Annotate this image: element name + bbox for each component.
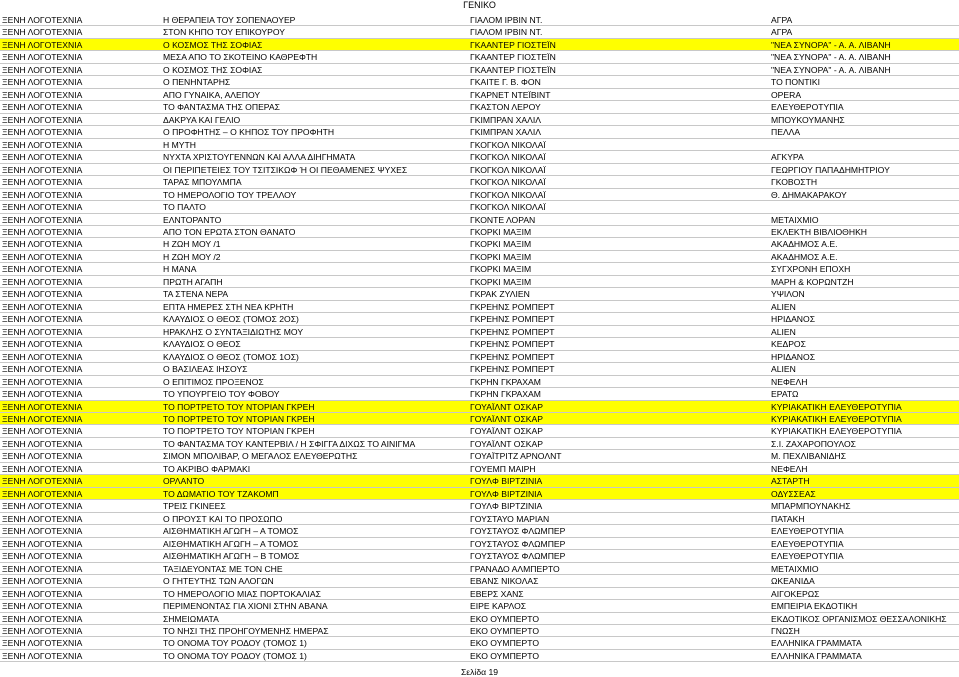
publisher-cell: ΜΑΡΗ & ΚΟΡΩΝΤΖΗ <box>771 276 854 287</box>
table-row <box>0 575 959 587</box>
publisher-cell: ΚΥΡΙΑΚΑΤΙΚΗ ΕΛΕΥΘΕΡΟΤΥΠΙΑ <box>771 414 902 424</box>
publisher-cell: ΩΚΕΑΝΙΔΑ <box>771 576 815 587</box>
title-cell: ΤΟ ΠΑΛΤΟ <box>163 202 206 213</box>
author-cell: ΓΚΡΕΗΝΣ ΡΟΜΠΕΡΤ <box>470 364 555 375</box>
category-cell: ΞΕΝΗ ΛΟΓΟΤΕΧΝΙΑ <box>2 376 83 387</box>
title-cell: ΑΙΣΘΗΜΑΤΙΚΗ ΑΓΩΓΗ – Β ΤΟΜΟΣ <box>163 551 300 562</box>
category-cell: ΞΕΝΗ ΛΟΓΟΤΕΧΝΙΑ <box>2 551 83 562</box>
publisher-cell: ΑΓΚΥΡΑ <box>771 152 804 163</box>
table-row <box>0 363 959 375</box>
author-cell: ΓΟΥΣΤΑΥΟ ΜΑΡΙΑΝ <box>470 513 550 524</box>
author-cell: ΓΟΥΑΪΛΝΤ ΟΣΚΑΡ <box>470 401 543 412</box>
author-cell: ΓΚΡΕΗΝΣ ΡΟΜΠΕΡΤ <box>470 351 555 362</box>
author-cell: ΓΟΥΛΦ ΒΙΡΤΖΙΝΙΑ <box>470 476 543 487</box>
author-cell: ΓΚΑΑΝΤΕΡ ΓΙΟΣΤΕΪΝ <box>470 52 556 63</box>
category-cell: ΞΕΝΗ ΛΟΓΟΤΕΧΝΙΑ <box>2 202 83 213</box>
title-cell: ΤΟ ΗΜΕΡΟΛΟΓΙΟ ΜΙΑΣ ΠΟΡΤΟΚΑΛΙΑΣ <box>163 588 321 599</box>
table-row <box>0 637 959 649</box>
title-cell: Η ΜΑΝΑ <box>163 264 197 275</box>
category-cell: ΞΕΝΗ ΛΟΓΟΤΕΧΝΙΑ <box>2 601 83 612</box>
table-row <box>0 89 959 101</box>
publisher-cell: "ΝΕΑ ΣΥΝΟΡΑ" - Α. Α. ΛΙΒΑΝΗ <box>771 39 891 50</box>
author-cell: ΕΚΟ ΟΥΜΠΕΡΤΟ <box>470 638 540 649</box>
title-cell: ΑΠΟ ΤΟΝ ΕΡΩΤΑ ΣΤΟΝ ΘΑΝΑΤΟ <box>163 226 296 237</box>
publisher-cell: Μ. ΠΕΧΛΙΒΑΝΙΔΗΣ <box>771 451 847 462</box>
category-cell: ΞΕΝΗ ΛΟΓΟΤΕΧΝΙΑ <box>2 438 83 449</box>
title-cell: ΜΕΣΑ ΑΠΟ ΤΟ ΣΚΟΤΕΙΝΟ ΚΑΘΡΕΦΤΗ <box>163 52 318 63</box>
category-cell: ΞΕΝΗ ΛΟΓΟΤΕΧΝΙΑ <box>2 476 83 487</box>
table-row <box>0 189 959 201</box>
table-row <box>0 326 959 338</box>
publisher-cell: Σ.Ι. ΖΑΧΑΡΟΠΟΥΛΟΣ <box>771 438 856 449</box>
category-cell: ΞΕΝΗ ΛΟΓΟΤΕΧΝΙΑ <box>2 251 83 262</box>
title-cell: Η ΜΥΤΗ <box>163 139 196 150</box>
publisher-cell: ΑΙΓΟΚΕΡΩΣ <box>771 588 820 599</box>
table-row <box>0 401 959 413</box>
publisher-cell: ΟΔΥΣΣΕΑΣ <box>771 488 816 499</box>
author-cell: ΕΚΟ ΟΥΜΠΕΡΤΟ <box>470 625 540 636</box>
category-cell: ΞΕΝΗ ΛΟΓΟΤΕΧΝΙΑ <box>2 214 83 225</box>
publisher-cell: ΓΕΩΡΓΙΟΥ ΠΑΠΑΔΗΜΗΤΡΙΟΥ <box>771 164 890 175</box>
category-cell: ΞΕΝΗ ΛΟΓΟΤΕΧΝΙΑ <box>2 339 83 350</box>
table-row <box>0 563 959 575</box>
publisher-cell: ΕΡΑΤΩ <box>771 389 799 400</box>
table-row <box>0 450 959 462</box>
author-cell: ΓΚΟΓΚΟΛ ΝΙΚΟΛΑΪ <box>470 164 546 175</box>
category-cell: ΞΕΝΗ ΛΟΓΟΤΕΧΝΙΑ <box>2 239 83 250</box>
category-cell: ΞΕΝΗ ΛΟΓΟΤΕΧΝΙΑ <box>2 463 83 474</box>
table-row <box>0 525 959 537</box>
title-cell: ΤΑ ΣΤΕΝΑ ΝΕΡΑ <box>163 289 229 300</box>
table-row <box>0 513 959 525</box>
title-cell: ΤΟ ΑΚΡΙΒΟ ΦΑΡΜΑΚΙ <box>163 463 251 474</box>
title-cell: ΣΙΜΟΝ ΜΠΟΛΙΒΑΡ, Ο ΜΕΓΑΛΟΣ ΕΛΕΥΘΕΡΩΤΗΣ <box>163 451 358 462</box>
publisher-cell: ALIEN <box>771 364 796 375</box>
author-cell: ΓΡΑΝΑΔΟ ΑΛΜΠΕΡΤΟ <box>470 563 560 574</box>
author-cell: ΓΚΑΣΤΟΝ ΛΕΡΟΥ <box>470 102 541 113</box>
publisher-cell: "ΝΕΑ ΣΥΝΟΡΑ" - Α. Α. ΛΙΒΑΝΗ <box>771 52 891 63</box>
author-cell: ΓΟΥΑΪΛΝΤ ΟΣΚΑΡ <box>470 426 543 437</box>
title-cell: ΚΛΑΥΔΙΟΣ Ο ΘΕΟΣ (ΤΟΜΟΣ 2ΟΣ) <box>163 314 299 325</box>
table-row <box>0 650 959 662</box>
author-cell: ΓΙΑΛΟΜ ΙΡΒΙΝ ΝΤ. <box>470 27 543 38</box>
title-cell: Ο ΓΗΤΕΥΤΗΣ ΤΩΝ ΑΛΟΓΩΝ <box>163 576 274 587</box>
table-row <box>0 425 959 437</box>
table-row <box>0 151 959 163</box>
author-cell: ΓΚΟΓΚΟΛ ΝΙΚΟΛΑΪ <box>470 139 546 150</box>
author-cell: ΓΟΥΣΤΑΥΟΣ ΦΛΩΜΠΕΡ <box>470 526 566 537</box>
author-cell: ΓΟΥΕΜΠ ΜΑΙΡΗ <box>470 463 536 474</box>
category-cell: ΞΕΝΗ ΛΟΓΟΤΕΧΝΙΑ <box>2 164 83 175</box>
publisher-cell: ΑΓΡΑ <box>771 15 793 25</box>
category-cell: ΞΕΝΗ ΛΟΓΟΤΕΧΝΙΑ <box>2 389 83 400</box>
title-cell: ΟΡΛΑΝΤΟ <box>163 476 205 487</box>
author-cell: ΕΚΟ ΟΥΜΠΕΡΤΟ <box>470 650 540 661</box>
author-cell: ΓΚΙΜΠΡΑΝ ΧΑΛΙΛ <box>470 127 541 138</box>
table-row <box>0 438 959 450</box>
table-row <box>0 613 959 625</box>
table-row <box>0 376 959 388</box>
title-cell: ΤΟ ΠΟΡΤΡΕΤΟ ΤΟΥ ΝΤΟΡΙΑΝ ΓΚΡΕΗ <box>163 426 315 437</box>
category-cell: ΞΕΝΗ ΛΟΓΟΤΕΧΝΙΑ <box>2 226 83 237</box>
title-cell: ΚΛΑΥΔΙΟΣ Ο ΘΕΟΣ (ΤΟΜΟΣ 1ΟΣ) <box>163 351 299 362</box>
table-row <box>0 64 959 76</box>
category-cell: ΞΕΝΗ ΛΟΓΟΤΕΧΝΙΑ <box>2 538 83 549</box>
publisher-cell: ΕΛΕΥΘΕΡΟΤΥΠΙΑ <box>771 538 844 549</box>
table-row <box>0 538 959 550</box>
publisher-cell: ΑΚΑΔΗΜΟΣ Α.Ε. <box>771 251 838 262</box>
author-cell: ΕΒΑΝΣ ΝΙΚΟΛΑΣ <box>470 576 539 587</box>
category-cell: ΞΕΝΗ ΛΟΓΟΤΕΧΝΙΑ <box>2 301 83 312</box>
author-cell: ΓΚΡΗΝ ΓΚΡΑΧΑΜ <box>470 376 541 387</box>
title-cell: ΕΛΝΤΟΡΑΝΤΟ <box>163 214 222 225</box>
category-cell: ΞΕΝΗ ΛΟΓΟΤΕΧΝΙΑ <box>2 526 83 537</box>
title-cell: ΤΟ ΔΩΜΑΤΙΟ ΤΟΥ ΤΖΑΚΟΜΠ <box>163 488 279 499</box>
category-cell: ΞΕΝΗ ΛΟΓΟΤΕΧΝΙΑ <box>2 426 83 437</box>
title-cell: ΠΡΩΤΗ ΑΓΑΠΗ <box>163 276 223 287</box>
category-cell: ΞΕΝΗ ΛΟΓΟΤΕΧΝΙΑ <box>2 15 83 25</box>
publisher-cell: ΗΡΙΔΑΝΟΣ <box>771 314 816 325</box>
category-cell: ΞΕΝΗ ΛΟΓΟΤΕΧΝΙΑ <box>2 501 83 512</box>
author-cell: ΕΒΕΡΣ ΧΑΝΣ <box>470 588 524 599</box>
author-cell: ΓΟΥΑΪΤΡΙΤΖ ΑΡΝΟΛΝΤ <box>470 451 562 462</box>
table-row <box>0 313 959 325</box>
author-cell: ΓΚΡΕΗΝΣ ΡΟΜΠΕΡΤ <box>470 314 555 325</box>
author-cell: ΓΚΡΑΚ ΖΥΛΙΕΝ <box>470 289 530 300</box>
author-cell: ΓΚΑΙΤΕ Γ. Β. ΦΟΝ <box>470 77 541 88</box>
title-cell: ΤΟ ΟΝΟΜΑ ΤΟΥ ΡΟΔΟΥ (ΤΟΜΟΣ 1) <box>163 638 307 649</box>
title-cell: ΑΙΣΘΗΜΑΤΙΚΗ ΑΓΩΓΗ – Α ΤΟΜΟΣ <box>163 526 299 537</box>
category-cell: ΞΕΝΗ ΛΟΓΟΤΕΧΝΙΑ <box>2 139 83 150</box>
category-cell: ΞΕΝΗ ΛΟΓΟΤΕΧΝΙΑ <box>2 89 83 100</box>
publisher-cell: ΑΚΑΔΗΜΟΣ Α.Ε. <box>771 239 838 250</box>
publisher-cell: ΜΕΤΑΙΧΜΙΟ <box>771 563 819 574</box>
publisher-cell: ΣΥΓΧΡΟΝΗ ΕΠΟΧΗ <box>771 264 851 275</box>
author-cell: ΓΚΡΕΗΝΣ ΡΟΜΠΕΡΤ <box>470 326 555 337</box>
category-cell: ΞΕΝΗ ΛΟΓΟΤΕΧΝΙΑ <box>2 64 83 75</box>
table-row <box>0 114 959 126</box>
category-cell: ΞΕΝΗ ΛΟΓΟΤΕΧΝΙΑ <box>2 264 83 275</box>
publisher-cell: ΑΣΤΑΡΤΗ <box>771 476 810 487</box>
table-row <box>0 463 959 475</box>
table-row <box>0 301 959 313</box>
title-cell: Ο ΚΟΣΜΟΣ ΤΗΣ ΣΟΦΙΑΣ <box>163 39 263 50</box>
publisher-cell: ΓΚΟΒΟΣΤΗ <box>771 177 818 188</box>
publisher-cell: ALIEN <box>771 326 796 337</box>
title-cell: Ο ΠΡΟΥΣΤ ΚΑΙ ΤΟ ΠΡΟΣΩΠΟ <box>163 513 283 524</box>
title-cell: ΤΟ ΟΝΟΜΑ ΤΟΥ ΡΟΔΟΥ (ΤΟΜΟΣ 1) <box>163 650 307 661</box>
table-row <box>0 288 959 300</box>
author-cell: ΓΚΟΝΤΕ ΛΟΡΑΝ <box>470 214 536 225</box>
table-row <box>0 600 959 612</box>
title-cell: ΑΠΟ ΓΥΝΑΙΚΑ, ΑΛΕΠΟΥ <box>163 89 261 100</box>
title-cell: Η ΖΩΗ ΜΟΥ /2 <box>163 251 221 262</box>
title-cell: ΤΟ ΠΟΡΤΡΕΤΟ ΤΟΥ ΝΤΟΡΙΑΝ ΓΚΡΕΗ <box>163 401 315 412</box>
publisher-cell: ΝΕΦΕΛΗ <box>771 376 808 387</box>
publisher-cell: OPERA <box>771 89 802 100</box>
title-cell: ΚΛΑΥΔΙΟΣ Ο ΘΕΟΣ <box>163 339 241 350</box>
publisher-cell: ΓΝΩΣΗ <box>771 625 800 636</box>
table-row <box>0 351 959 363</box>
publisher-cell: Θ. ΔΗΜΑΚΑΡΑΚΟΥ <box>771 189 847 200</box>
publisher-cell: ΠΑΤΑΚΗ <box>771 513 805 524</box>
publisher-cell: ΕΛΛΗΝΙΚΑ ΓΡΑΜΜΑΤΑ <box>771 650 862 661</box>
table-row <box>0 625 959 637</box>
author-cell: ΓΟΥΣΤΑΥΟΣ ΦΛΩΜΠΕΡ <box>470 538 566 549</box>
title-cell: Ο ΠΕΝΗΝΤΑΡΗΣ <box>163 77 231 88</box>
title-cell: ΠΕΡΙΜΕΝΟΝΤΑΣ ΓΙΑ ΧΙΟΝΙ ΣΤΗΝ ΑΒΑΝΑ <box>163 601 328 612</box>
publisher-cell: ΚΕΔΡΟΣ <box>771 339 806 350</box>
category-cell: ΞΕΝΗ ΛΟΓΟΤΕΧΝΙΑ <box>2 401 83 412</box>
category-cell: ΞΕΝΗ ΛΟΓΟΤΕΧΝΙΑ <box>2 177 83 188</box>
table-row <box>0 251 959 263</box>
category-cell: ΞΕΝΗ ΛΟΓΟΤΕΧΝΙΑ <box>2 513 83 524</box>
table-row <box>0 226 959 238</box>
author-cell: ΓΙΑΛΟΜ ΙΡΒΙΝ ΝΤ. <box>470 15 543 25</box>
category-cell: ΞΕΝΗ ΛΟΓΟΤΕΧΝΙΑ <box>2 77 83 88</box>
title-cell: ΝΥΧΤΑ ΧΡΙΣΤΟΥΓΕΝΝΩΝ ΚΑΙ ΑΛΛΑ ΔΙΗΓΗΜΑΤΑ <box>163 152 356 163</box>
table-row <box>0 388 959 400</box>
category-cell: ΞΕΝΗ ΛΟΓΟΤΕΧΝΙΑ <box>2 289 83 300</box>
table-row <box>0 126 959 138</box>
author-cell: ΓΟΥΑΪΛΝΤ ΟΣΚΑΡ <box>470 414 543 424</box>
publisher-cell: ΕΛΕΥΘΕΡΟΤΥΠΙΑ <box>771 526 844 537</box>
publisher-cell: ΗΡΙΔΑΝΟΣ <box>771 351 816 362</box>
publisher-cell: ΚΥΡΙΑΚΑΤΙΚΗ ΕΛΕΥΘΕΡΟΤΥΠΙΑ <box>771 401 902 412</box>
author-cell: ΓΚΟΓΚΟΛ ΝΙΚΟΛΑΪ <box>470 189 546 200</box>
category-cell: ΞΕΝΗ ΛΟΓΟΤΕΧΝΙΑ <box>2 613 83 624</box>
title-cell: ΤΟ ΗΜΕΡΟΛΟΓΙΟ ΤΟΥ ΤΡΕΛΛΟΥ <box>163 189 297 200</box>
author-cell: ΕΚΟ ΟΥΜΠΕΡΤΟ <box>470 613 540 624</box>
author-cell: ΓΚΟΡΚΙ ΜΑΞΙΜ <box>470 226 532 237</box>
page-header: ΓΕΝΙΚΟ <box>463 0 496 10</box>
title-cell: ΤΑΡΑΣ ΜΠΟΥΛΜΠΑ <box>163 177 242 188</box>
table-row <box>0 39 959 51</box>
author-cell: ΓΚΟΡΚΙ ΜΑΞΙΜ <box>470 239 532 250</box>
publisher-cell: ΕΚΔΟΤΙΚΟΣ ΟΡΓΑΝΙΣΜΟΣ ΘΕΣΣΑΛΟΝΙΚΗΣ <box>771 613 947 624</box>
author-cell: ΓΚΑΑΝΤΕΡ ΓΙΟΣΤΕΪΝ <box>470 64 556 75</box>
publisher-cell: ΑΓΡΑ <box>771 27 793 38</box>
title-cell: ΤΡΕΙΣ ΓΚΙΝΕΕΣ <box>163 501 226 512</box>
table-row <box>0 76 959 88</box>
title-cell: ΣΤΟΝ ΚΗΠΟ ΤΟΥ ΕΠΙΚΟΥΡΟΥ <box>163 27 286 38</box>
category-cell: ΞΕΝΗ ΛΟΓΟΤΕΧΝΙΑ <box>2 563 83 574</box>
publisher-cell: ΕΛΕΥΘΕΡΟΤΥΠΙΑ <box>771 551 844 562</box>
title-cell: ΤΟ ΦΑΝΤΑΣΜΑ ΤΟΥ ΚΑΝΤΕΡΒΙΛ / Η ΣΦΙΓΓΑ ΔΙΧΩΣ ΤΟ ΑΙΝΙΓΜΑ <box>163 438 416 449</box>
title-cell: Η ΘΕΡΑΠΕΙΑ ΤΟΥ ΣΟΠΕΝΑΟΥΕΡ <box>163 15 296 25</box>
table-row <box>0 14 959 26</box>
author-cell: ΓΚΟΓΚΟΛ ΝΙΚΟΛΑΪ <box>470 202 546 213</box>
publisher-cell: ΕΚΛΕΚΤΗ ΒΙΒΛΙΟΘΗΚΗ <box>771 226 868 237</box>
category-cell: ΞΕΝΗ ΛΟΓΟΤΕΧΝΙΑ <box>2 364 83 375</box>
category-cell: ΞΕΝΗ ΛΟΓΟΤΕΧΝΙΑ <box>2 314 83 325</box>
category-cell: ΞΕΝΗ ΛΟΓΟΤΕΧΝΙΑ <box>2 588 83 599</box>
table-row <box>0 276 959 288</box>
title-cell: Ο ΕΠΙΤΙΜΟΣ ΠΡΟΞΕΝΟΣ <box>163 376 264 387</box>
category-cell: ΞΕΝΗ ΛΟΓΟΤΕΧΝΙΑ <box>2 488 83 499</box>
publisher-cell: ΥΨΙΛΟΝ <box>771 289 805 300</box>
category-cell: ΞΕΝΗ ΛΟΓΟΤΕΧΝΙΑ <box>2 638 83 649</box>
title-cell: ΣΗΜΕΙΩΜΑΤΑ <box>163 613 219 624</box>
table-row <box>0 338 959 350</box>
author-cell: ΓΟΥΑΪΛΝΤ ΟΣΚΑΡ <box>470 438 543 449</box>
table-row <box>0 139 959 151</box>
author-cell: ΓΟΥΛΦ ΒΙΡΤΖΙΝΙΑ <box>470 488 543 499</box>
author-cell: ΓΚΡΗΝ ΓΚΡΑΧΑΜ <box>470 389 541 400</box>
title-cell: ΤΟ ΦΑΝΤΑΣΜΑ ΤΗΣ ΟΠΕΡΑΣ <box>163 102 280 113</box>
author-cell: ΓΚΟΡΚΙ ΜΑΞΙΜ <box>470 251 532 262</box>
table-row <box>0 588 959 600</box>
author-cell: ΓΚΡΕΗΝΣ ΡΟΜΠΕΡΤ <box>470 339 555 350</box>
table-row <box>0 475 959 487</box>
category-cell: ΞΕΝΗ ΛΟΓΟΤΕΧΝΙΑ <box>2 414 83 424</box>
category-cell: ΞΕΝΗ ΛΟΓΟΤΕΧΝΙΑ <box>2 576 83 587</box>
title-cell: ΤΟ ΠΟΡΤΡΕΤΟ ΤΟΥ ΝΤΟΡΙΑΝ ΓΚΡΕΗ <box>163 414 315 424</box>
publisher-cell: ΠΕΛΛΑ <box>771 127 801 138</box>
table-row <box>0 263 959 275</box>
title-cell: Ο ΚΟΣΜΟΣ ΤΗΣ ΣΟΦΙΑΣ <box>163 64 263 75</box>
category-cell: ΞΕΝΗ ΛΟΓΟΤΕΧΝΙΑ <box>2 52 83 63</box>
publisher-cell: ALIEN <box>771 301 796 312</box>
author-cell: ΓΚΟΡΚΙ ΜΑΞΙΜ <box>470 276 532 287</box>
table-row <box>0 176 959 188</box>
table-row <box>0 488 959 500</box>
publisher-cell: ΜΠΟΥΚΟΥΜΑΝΗΣ <box>771 114 845 125</box>
title-cell: ΤΑΞΙΔΕΥΟΝΤΑΣ ΜΕ ΤΟΝ CHE <box>163 563 283 574</box>
publisher-cell: ΕΛΕΥΘΕΡΟΤΥΠΙΑ <box>771 102 844 113</box>
author-cell: ΓΟΥΣΤΑΥΟΣ ΦΛΩΜΠΕΡ <box>470 551 566 562</box>
category-cell: ΞΕΝΗ ΛΟΓΟΤΕΧΝΙΑ <box>2 276 83 287</box>
title-cell: ΤΟ ΥΠΟΥΡΓΕΙΟ ΤΟΥ ΦΟΒΟΥ <box>163 389 280 400</box>
author-cell: ΓΟΥΛΦ ΒΙΡΤΖΙΝΙΑ <box>470 501 543 512</box>
author-cell: ΓΚΟΓΚΟΛ ΝΙΚΟΛΑΪ <box>470 177 546 188</box>
author-cell: ΕΙΡΕ ΚΑΡΛΟΣ <box>470 601 527 612</box>
title-cell: ΗΡΑΚΛΗΣ Ο ΣΥΝΤΑΞΙΔΙΩΤΗΣ ΜΟΥ <box>163 326 304 337</box>
author-cell: ΓΚΟΡΚΙ ΜΑΞΙΜ <box>470 264 532 275</box>
table-row <box>0 413 959 425</box>
category-cell: ΞΕΝΗ ΛΟΓΟΤΕΧΝΙΑ <box>2 27 83 38</box>
title-cell: ΤΟ ΝΗΣΙ ΤΗΣ ΠΡΟΗΓΟΥΜΕΝΗΣ ΗΜΕΡΑΣ <box>163 625 329 636</box>
table-row <box>0 201 959 213</box>
category-cell: ΞΕΝΗ ΛΟΓΟΤΕΧΝΙΑ <box>2 650 83 661</box>
publisher-cell: ΜΠΑΡΜΠΟΥΝΑΚΗΣ <box>771 501 851 512</box>
author-cell: ΓΚΑΡΝΕΤ ΝΤΕΪΒΙΝΤ <box>470 89 551 100</box>
table-row <box>0 500 959 512</box>
title-cell: Ο ΠΡΟΦΗΤΗΣ – Ο ΚΗΠΟΣ ΤΟΥ ΠΡΟΦΗΤΗ <box>163 127 335 138</box>
author-cell: ΓΚΑΑΝΤΕΡ ΓΙΟΣΤΕΪΝ <box>470 39 556 50</box>
publisher-cell: "ΝΕΑ ΣΥΝΟΡΑ" - Α. Α. ΛΙΒΑΝΗ <box>771 64 891 75</box>
category-cell: ΞΕΝΗ ΛΟΓΟΤΕΧΝΙΑ <box>2 114 83 125</box>
table-row <box>0 164 959 176</box>
table-row <box>0 550 959 562</box>
page-number: Σελίδα 19 <box>460 667 499 677</box>
title-cell: Ο ΒΑΣΙΛΕΑΣ ΙΗΣΟΥΣ <box>163 364 248 375</box>
author-cell: ΓΚΡΕΗΝΣ ΡΟΜΠΕΡΤ <box>470 301 555 312</box>
category-cell: ΞΕΝΗ ΛΟΓΟΤΕΧΝΙΑ <box>2 152 83 163</box>
title-cell: ΔΑΚΡΥΑ ΚΑΙ ΓΕΛΙΟ <box>163 114 241 125</box>
publisher-cell: ΚΥΡΙΑΚΑΤΙΚΗ ΕΛΕΥΘΕΡΟΤΥΠΙΑ <box>771 426 902 437</box>
category-cell: ΞΕΝΗ ΛΟΓΟΤΕΧΝΙΑ <box>2 127 83 138</box>
category-cell: ΞΕΝΗ ΛΟΓΟΤΕΧΝΙΑ <box>2 102 83 113</box>
publisher-cell: ΕΛΛΗΝΙΚΑ ΓΡΑΜΜΑΤΑ <box>771 638 862 649</box>
author-cell: ΓΚΟΓΚΟΛ ΝΙΚΟΛΑΪ <box>470 152 546 163</box>
category-cell: ΞΕΝΗ ΛΟΓΟΤΕΧΝΙΑ <box>2 189 83 200</box>
category-cell: ΞΕΝΗ ΛΟΓΟΤΕΧΝΙΑ <box>2 451 83 462</box>
title-cell: ΕΠΤΑ ΗΜΕΡΕΣ ΣΤΗ ΝΕΑ ΚΡΗΤΗ <box>163 301 294 312</box>
book-table <box>0 14 959 662</box>
publisher-cell: ΤΟ ΠΟΝΤΙΚΙ <box>771 77 821 88</box>
table-row <box>0 51 959 63</box>
category-cell: ΞΕΝΗ ΛΟΓΟΤΕΧΝΙΑ <box>2 351 83 362</box>
table-row <box>0 214 959 226</box>
publisher-cell: ΜΕΤΑΙΧΜΙΟ <box>771 214 819 225</box>
title-cell: ΑΙΣΘΗΜΑΤΙΚΗ ΑΓΩΓΗ – Α ΤΟΜΟΣ <box>163 538 299 549</box>
category-cell: ΞΕΝΗ ΛΟΓΟΤΕΧΝΙΑ <box>2 39 83 50</box>
category-cell: ΞΕΝΗ ΛΟΓΟΤΕΧΝΙΑ <box>2 326 83 337</box>
table-row <box>0 101 959 113</box>
table-row <box>0 238 959 250</box>
table-row <box>0 26 959 38</box>
author-cell: ΓΚΙΜΠΡΑΝ ΧΑΛΙΛ <box>470 114 541 125</box>
publisher-cell: ΝΕΦΕΛΗ <box>771 463 808 474</box>
category-cell: ΞΕΝΗ ΛΟΓΟΤΕΧΝΙΑ <box>2 625 83 636</box>
title-cell: ΟΙ ΠΕΡΙΠΕΤΕΙΕΣ ΤΟΥ ΤΣΙΤΣΙΚΩΦ Ή ΟΙ ΠΕΘΑΜΕΝΕΣ ΨΥΧΕΣ <box>163 164 408 175</box>
publisher-cell: ΕΜΠΕΙΡΙΑ ΕΚΔΟΤΙΚΗ <box>771 601 858 612</box>
title-cell: Η ΖΩΗ ΜΟΥ /1 <box>163 239 221 250</box>
